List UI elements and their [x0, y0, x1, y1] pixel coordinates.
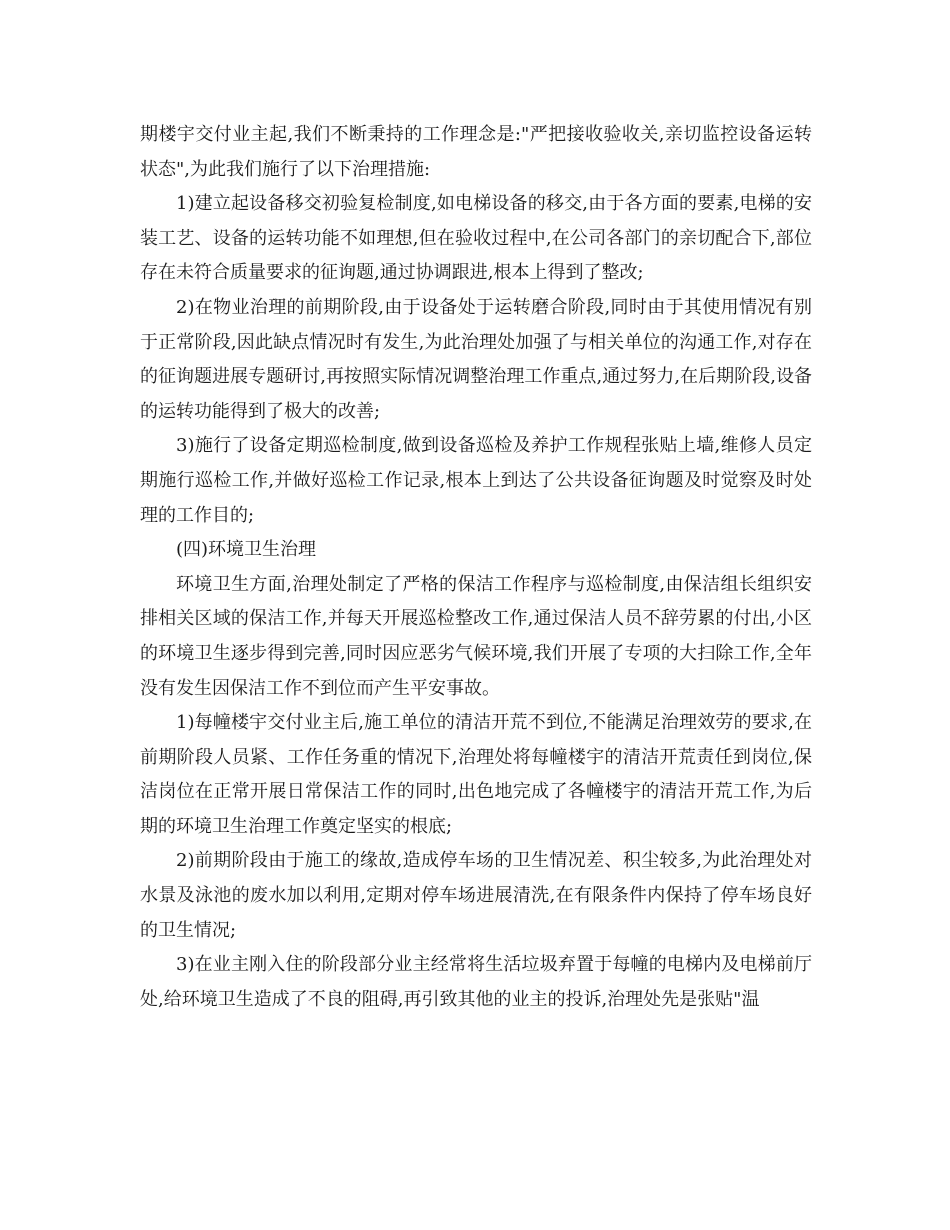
- paragraph-continuation: 期楼宇交付业主起,我们不断秉持的工作理念是:"严把接收验收关,亲切监控设备运转状态",为此我们施行了以下治理措施:: [140, 124, 812, 180]
- document-body: [140, 118, 812, 1017]
- section-heading-environment: (四)环境卫生治理: [176, 539, 317, 561]
- paragraph-garbage-handling: 3)在业主刚入住的阶段部分业主经常将生活垃圾弃置于每幢的电梯内及电梯前厅处,给环境卫生造成了不良的阻碍,再引致其他的业主的投诉,治理处先是张贴"温: [140, 954, 812, 1010]
- paragraph-early-stage-management: 2)在物业治理的前期阶段,由于设备处于运转磨合阶段,同时由于其使用情况有别于正常阶段,因此缺点情况时有发生,为此治理处加强了与相关单位的沟通工作,对存在的征询题进展专题研讨,再按照实际情况调整治理工作重点,通过努力,在后期阶段,设备的运转功能得到了极大的改善;: [140, 296, 812, 422]
- paragraph-equipment-handover: 1)建立起设备移交初验复检制度,如电梯设备的移交,由于各方面的要素,电梯的安装工艺、设备的运转功能不如理想,但在验收过程中,在公司各部门的亲切配合下,部位存在未符合质量要求的征询题,通过协调跟进,根本上得到了整改;: [140, 193, 812, 284]
- paragraph-environment-overview: 环境卫生方面,治理处制定了严格的保洁工作程序与巡检制度,由保洁组长组织安排相关区域的保洁工作,并每天开展巡检整改工作,通过保洁人员不辞劳累的付出,小区的环境卫生逐步得到完善,同时因应恶劣气候环境,我们开展了专项的大扫除工作,全年没有发生因保洁工作不到位而产生平安事故。: [140, 573, 812, 699]
- paragraph-cleaning-handover: 1)每幢楼宇交付业主后,施工单位的清洁开荒不到位,不能满足治理效劳的要求,在前期阶段人员紧、工作任务重的情况下,治理处将每幢楼宇的清洁开荒责任到岗位,保洁岗位在正常开展日常保洁工作的同时,出色地完成了各幢楼宇的清洁开荒工作,为后期的环境卫生治理工作奠定坚实的根底;: [140, 712, 812, 837]
- paragraph-periodic-inspection: 3)施行了设备定期巡检制度,做到设备巡检及养护工作规程张贴上墙,维修人员定期施行巡检工作,并做好巡检工作记录,根本上到达了公共设备征询题及时觉察及时处理的工作目的;: [140, 435, 812, 526]
- paragraph-parking-cleaning: 2)前期阶段由于施工的缘故,造成停车场的卫生情况差、积尘较多,为此治理处对水景及泳池的废水加以利用,定期对停车场进展清洗,在有限条件内保持了停车场良好的卫生情况;: [140, 850, 812, 941]
